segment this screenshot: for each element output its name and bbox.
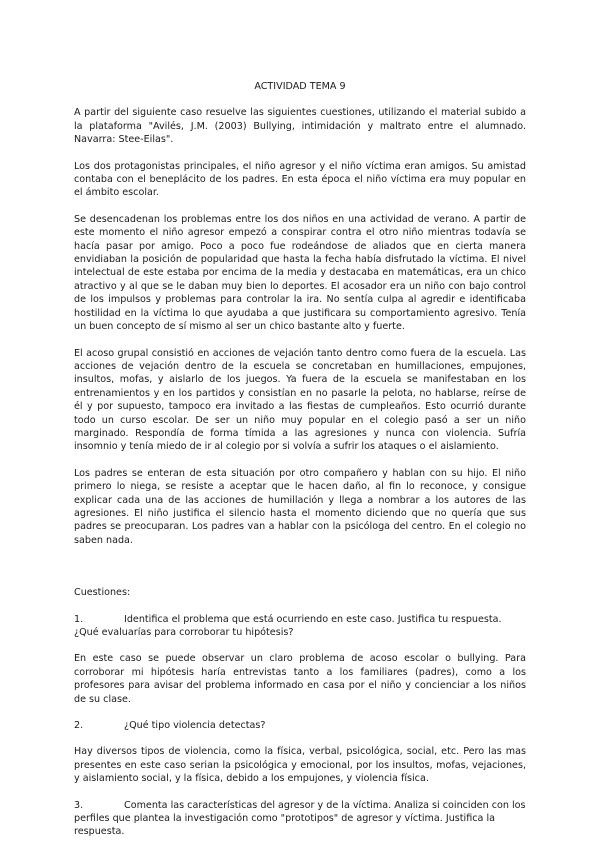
question-1 [74, 613, 526, 640]
question-3-text: Comenta las características del agresor y de la víctima. Analiza si coinciden con los perfiles que plantea la investigación como "prototipos" de agresor y víctima. Justifica la respuesta. [74, 799, 526, 838]
questions-heading: Cuestiones: [74, 587, 131, 599]
case-paragraph-2: Se desencadenan los problemas entre los dos niños en una actividad de verano. A partir de este momento el niño agresor empezó a conspirar contra el otro niño mientras todavía se hacía pasar por amigo. Poco a poco fue rodeándose de aliados que en cierta manera envidiaban la posición de popularidad que hasta la fecha había disfrutado la víctima. El nivel intelectual de este estaba por encima de la media y destacaba en matemáticas, era un chico atractivo y al que se le daban muy bien lo deportes. El acosador era un niño con bajo control de los impulsos y problemas para controlar la ira. No sentía culpa al agredir e identificaba hostilidad en la víctima lo que ayudaba a que justificara su comportamiento agresivo. Tenía un buen concepto de sí mismo al ser un chico bastante alto y fuerte. [74, 213, 526, 333]
answer-1: En este caso se puede observar un claro problema de acoso escolar o bullying. Para corroborar mi hipótesis haría entrevistas tanto a los familiares (padres), como a los profesores para avisar del problema informado en casa por el niño y concienciar a los niños de su clase. [74, 653, 526, 705]
intro-paragraph: A partir del siguiente caso resuelve las siguientes cuestiones, utilizando el material subido a la plataforma "Avilés, J.M. (2003) Bullying, intimidación y maltrato entre el alumnado. Navarra: Stee-Eilas". [74, 107, 526, 146]
answer-2: Hay diversos tipos de violencia, como la física, verbal, psicológica, social, etc. Pero las mas presentes en este caso serian la psicológica y emocional, por los insultos, mofas, vejaciones, y aislamiento social, y la física, debido a los empujones, y violencia física. [74, 746, 526, 785]
question-1-number: 1. [74, 613, 84, 625]
question-2-number: 2. [74, 720, 84, 732]
case-paragraph-1: Los dos protagonistas principales, el niño agresor y el niño víctima eran amigos. Su amistad contaba con el beneplácito de los padres. En esta época el niño víctima era muy popular en el ámbito escolar. [74, 160, 526, 199]
question-1-text: Identifica el problema que está ocurriendo en este caso. Justifica tu respuesta. ¿Qué evaluarías para corroborar tu hipótesis? [74, 613, 502, 638]
question-3 [74, 799, 526, 839]
question-2-text: ¿Qué tipo violencia detectas? [124, 720, 266, 732]
question-3-number: 3. [74, 799, 84, 811]
document-title: ACTIVIDAD TEMA 9 [254, 81, 346, 92]
section-spacer [74, 560, 526, 586]
question-2 [74, 719, 526, 732]
case-paragraph-4: Los padres se enteran de esta situación por otro compañero y hablan con su hijo. El niño primero lo niega, se resiste a aceptar que le hacen daño, al fin lo reconoce, y consigue explicar cada una de las acciones de humillación y llega a nombrar a los autores de las agresiones. El niño justifica el silencio hasta el momento diciendo que no quería que sus padres se preocuparan. Los padres van a hablar con la psicóloga del centro. En el colegio no saben nada. [74, 467, 526, 546]
case-paragraph-3: El acoso grupal consistió en acciones de vejación tanto dentro como fuera de la escuela. Las acciones de vejación dentro de la escuela se concretaban en humillaciones, empujones, insultos, mofas, y aislarlo de los juegos. Ya fuera de la escuela se manifestaban en los entrenamientos y en los partidos y consistían en no pasarle la pelota, no hablarse, reírse de él y por supuesto, tampoco era invitado a las fiestas de cumpleaños. Esto ocurrió durante todo un curso escolar. De ser un niño muy popular en el colegio pasó a ser un niño marginado. Respondía de forma tímida a las agresiones y nunca con violencia. Sufría insomnio y tenía miedo de ir al colegio por si volvía a sufrir los ataques o el aislamiento. [74, 347, 526, 453]
